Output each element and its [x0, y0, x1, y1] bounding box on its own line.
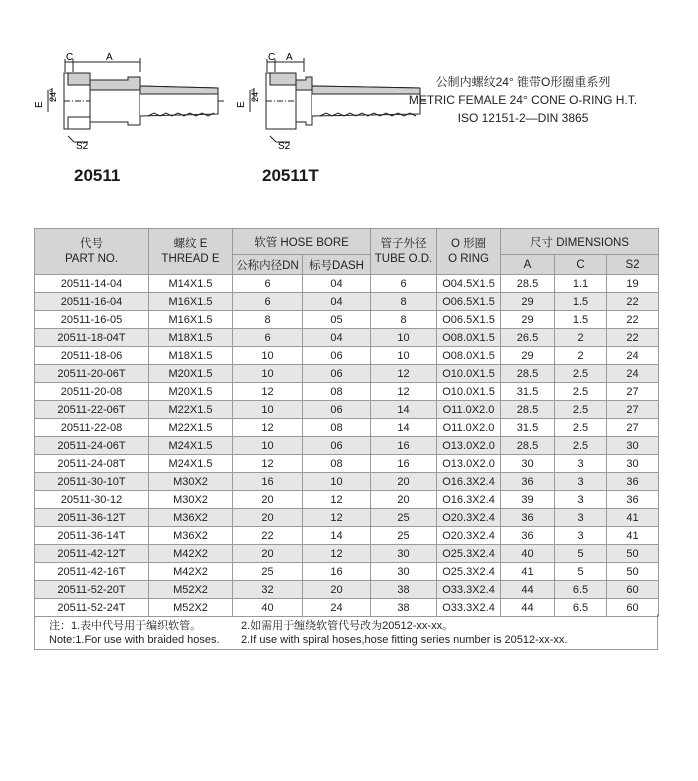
title-standard: ISO 12151-2—DIN 3865	[457, 111, 589, 125]
cell-dash: 10	[303, 473, 371, 491]
cell-c: 2	[555, 347, 607, 365]
cell-c: 3	[555, 527, 607, 545]
cell-c: 1.5	[555, 311, 607, 329]
cell-part-no: 20511-52-20T	[35, 581, 149, 599]
cell-s2: 30	[607, 437, 659, 455]
cell-tube-od: 30	[371, 545, 437, 563]
dim-c-label: C	[268, 52, 276, 63]
cell-o-ring: O10.0X1.5	[437, 365, 501, 383]
cell-c: 1.1	[555, 275, 607, 293]
cell-tube-od: 10	[371, 329, 437, 347]
cell-tube-od: 16	[371, 455, 437, 473]
table-row	[35, 275, 659, 293]
cell-a: 36	[501, 527, 555, 545]
dim-a-label: A	[286, 52, 293, 63]
series-title	[398, 73, 648, 127]
cell-c: 5	[555, 563, 607, 581]
cell-part-no: 20511-24-06T	[35, 437, 149, 455]
cell-thread: M52X2	[149, 599, 233, 617]
cell-o-ring: O25.3X2.4	[437, 563, 501, 581]
cell-o-ring: O16.3X2.4	[437, 491, 501, 509]
dim-c-label: C	[66, 52, 74, 63]
cell-c: 2.5	[555, 401, 607, 419]
cell-s2: 22	[607, 329, 659, 347]
cell-c: 3	[555, 455, 607, 473]
angle-label: 24°	[48, 88, 58, 102]
cell-a: 28.5	[501, 365, 555, 383]
header-dn: 公称内径DN	[233, 255, 303, 275]
cell-o-ring: O13.0X2.0	[437, 437, 501, 455]
cell-part-no: 20511-52-24T	[35, 599, 149, 617]
cell-a: 29	[501, 293, 555, 311]
dim-e-label: E	[236, 101, 247, 108]
cell-tube-od: 10	[371, 347, 437, 365]
header-dash: 标号DASH	[303, 255, 371, 275]
cell-c: 2.5	[555, 437, 607, 455]
table-row	[35, 581, 659, 599]
cell-thread: M52X2	[149, 581, 233, 599]
cell-dn: 12	[233, 383, 303, 401]
cell-tube-od: 16	[371, 437, 437, 455]
table-row	[35, 527, 659, 545]
dim-s2-label: S2	[278, 141, 291, 152]
header-tube-od: 管子外径 TUBE O.D.	[371, 229, 437, 275]
cell-s2: 60	[607, 581, 659, 599]
cell-part-no: 20511-20-06T	[35, 365, 149, 383]
cell-dn: 10	[233, 347, 303, 365]
cell-part-no: 20511-18-04T	[35, 329, 149, 347]
cell-dash: 06	[303, 401, 371, 419]
cell-o-ring: O11.0X2.0	[437, 419, 501, 437]
table-row	[35, 401, 659, 419]
table-row	[35, 347, 659, 365]
cell-dn: 40	[233, 599, 303, 617]
cell-o-ring: O08.0X1.5	[437, 329, 501, 347]
part-number-label: 20511	[74, 166, 121, 185]
cell-a: 36	[501, 509, 555, 527]
cell-a: 44	[501, 599, 555, 617]
cell-dn: 10	[233, 401, 303, 419]
cell-thread: M42X2	[149, 545, 233, 563]
cell-o-ring: O33.3X2.4	[437, 581, 501, 599]
cell-o-ring: O06.5X1.5	[437, 311, 501, 329]
cell-dash: 20	[303, 581, 371, 599]
cell-part-no: 20511-20-08	[35, 383, 149, 401]
cell-s2: 24	[607, 347, 659, 365]
cell-s2: 30	[607, 455, 659, 473]
note-2-cn: 2.如需用于缠绕软管代号改为20512-xx-xx。	[241, 620, 454, 632]
cell-part-no: 20511-30-10T	[35, 473, 149, 491]
cell-dash: 24	[303, 599, 371, 617]
table-row	[35, 545, 659, 563]
cell-o-ring: O04.5X1.5	[437, 275, 501, 293]
cell-a: 44	[501, 581, 555, 599]
header-a: A	[501, 255, 555, 275]
cell-dash: 16	[303, 563, 371, 581]
cell-a: 41	[501, 563, 555, 581]
cell-a: 30	[501, 455, 555, 473]
cell-s2: 19	[607, 275, 659, 293]
cell-s2: 41	[607, 509, 659, 527]
cell-s2: 27	[607, 419, 659, 437]
cell-dash: 12	[303, 491, 371, 509]
table-row	[35, 437, 659, 455]
header-thread: 螺纹 E THREAD E	[149, 229, 233, 275]
cell-tube-od: 20	[371, 473, 437, 491]
cell-part-no: 20511-14-04	[35, 275, 149, 293]
cell-dash: 04	[303, 329, 371, 347]
cell-thread: M36X2	[149, 509, 233, 527]
cell-part-no: 20511-22-06T	[35, 401, 149, 419]
title-en: METRIC FEMALE 24° CONE O-RING H.T.	[408, 93, 638, 107]
cell-tube-od: 20	[371, 491, 437, 509]
cell-a: 29	[501, 311, 555, 329]
cell-part-no: 20511-16-04	[35, 293, 149, 311]
cell-part-no: 20511-22-08	[35, 419, 149, 437]
cell-dash: 08	[303, 419, 371, 437]
cell-dash: 12	[303, 545, 371, 563]
header-part-no: 代号 PART NO.	[35, 229, 149, 275]
cell-dn: 6	[233, 275, 303, 293]
part-number-label: 20511T	[262, 166, 319, 185]
cell-dash: 08	[303, 455, 371, 473]
cell-dash: 06	[303, 437, 371, 455]
cell-s2: 24	[607, 365, 659, 383]
cell-part-no: 20511-36-12T	[35, 509, 149, 527]
cell-tube-od: 30	[371, 563, 437, 581]
cell-dash: 05	[303, 311, 371, 329]
cell-o-ring: O08.0X1.5	[437, 347, 501, 365]
cell-a: 28.5	[501, 275, 555, 293]
cell-dn: 10	[233, 437, 303, 455]
header-hose-bore: 软管 HOSE BORE	[233, 229, 371, 255]
cell-dash: 04	[303, 293, 371, 311]
cell-o-ring: O16.3X2.4	[437, 473, 501, 491]
cell-tube-od: 6	[371, 275, 437, 293]
cell-s2: 41	[607, 527, 659, 545]
cell-s2: 36	[607, 473, 659, 491]
header-c: C	[555, 255, 607, 275]
cell-s2: 50	[607, 545, 659, 563]
table-row	[35, 365, 659, 383]
cell-a: 39	[501, 491, 555, 509]
cell-o-ring: O20.3X2.4	[437, 527, 501, 545]
cell-s2: 60	[607, 599, 659, 617]
dim-e-label: E	[34, 101, 45, 108]
cell-a: 31.5	[501, 419, 555, 437]
cell-dn: 20	[233, 509, 303, 527]
fitting-drawing-20511	[28, 50, 228, 160]
header-dimensions: 尺寸 DIMENSIONS	[501, 229, 659, 255]
table-row	[35, 293, 659, 311]
cell-thread: M20X1.5	[149, 383, 233, 401]
cell-a: 26.5	[501, 329, 555, 347]
cell-dn: 6	[233, 293, 303, 311]
cell-part-no: 20511-42-16T	[35, 563, 149, 581]
notes-box	[34, 614, 658, 650]
cell-thread: M14X1.5	[149, 275, 233, 293]
table-row	[35, 383, 659, 401]
cell-a: 28.5	[501, 437, 555, 455]
cell-dash: 08	[303, 383, 371, 401]
cell-tube-od: 14	[371, 401, 437, 419]
cell-o-ring: O10.0X1.5	[437, 383, 501, 401]
cell-thread: M20X1.5	[149, 365, 233, 383]
table-row	[35, 473, 659, 491]
cell-tube-od: 8	[371, 311, 437, 329]
cell-c: 2.5	[555, 419, 607, 437]
cell-thread: M22X1.5	[149, 401, 233, 419]
cell-thread: M30X2	[149, 473, 233, 491]
note-1-en: Note:1.For use with braided hoses.	[49, 634, 220, 646]
cell-thread: M24X1.5	[149, 455, 233, 473]
cell-s2: 36	[607, 491, 659, 509]
cell-s2: 50	[607, 563, 659, 581]
cell-o-ring: O33.3X2.4	[437, 599, 501, 617]
table-row	[35, 455, 659, 473]
cell-thread: M24X1.5	[149, 437, 233, 455]
cell-c: 6.5	[555, 581, 607, 599]
cell-part-no: 20511-42-12T	[35, 545, 149, 563]
note-1-cn: 注：1.表中代号用于编织软管。	[49, 620, 202, 632]
cell-thread: M36X2	[149, 527, 233, 545]
cell-c: 5	[555, 545, 607, 563]
title-cn: 公制内螺纹24° 锥带O形圈重系列	[435, 75, 611, 89]
cell-o-ring: O25.3X2.4	[437, 545, 501, 563]
dim-a-label: A	[106, 52, 113, 63]
cell-part-no: 20511-18-06	[35, 347, 149, 365]
cell-tube-od: 25	[371, 527, 437, 545]
cell-o-ring: O20.3X2.4	[437, 509, 501, 527]
cell-part-no: 20511-24-08T	[35, 455, 149, 473]
note-2-en: 2.If use with spiral hoses,hose fitting series number is 20512-xx-xx.	[241, 634, 568, 646]
table-row	[35, 329, 659, 347]
cell-c: 2.5	[555, 365, 607, 383]
cell-thread: M16X1.5	[149, 293, 233, 311]
cell-thread: M22X1.5	[149, 419, 233, 437]
cell-dn: 12	[233, 455, 303, 473]
cell-dash: 06	[303, 365, 371, 383]
dim-s2-label: S2	[76, 141, 89, 152]
spec-table	[34, 228, 659, 617]
cell-dn: 20	[233, 491, 303, 509]
cell-o-ring: O06.5X1.5	[437, 293, 501, 311]
cell-o-ring: O13.0X2.0	[437, 455, 501, 473]
cell-a: 29	[501, 347, 555, 365]
cell-s2: 22	[607, 311, 659, 329]
cell-tube-od: 25	[371, 509, 437, 527]
cell-dash: 04	[303, 275, 371, 293]
header-s2: S2	[607, 255, 659, 275]
cell-c: 3	[555, 491, 607, 509]
cell-s2: 22	[607, 293, 659, 311]
cell-thread: M18X1.5	[149, 329, 233, 347]
cell-tube-od: 12	[371, 383, 437, 401]
cell-c: 6.5	[555, 599, 607, 617]
table-row	[35, 563, 659, 581]
table-row	[35, 419, 659, 437]
cell-dn: 8	[233, 311, 303, 329]
cell-tube-od: 38	[371, 581, 437, 599]
cell-thread: M16X1.5	[149, 311, 233, 329]
cell-s2: 27	[607, 401, 659, 419]
cell-tube-od: 12	[371, 365, 437, 383]
cell-a: 28.5	[501, 401, 555, 419]
cell-tube-od: 38	[371, 599, 437, 617]
cell-dn: 20	[233, 545, 303, 563]
cell-thread: M42X2	[149, 563, 233, 581]
cell-c: 1.5	[555, 293, 607, 311]
cell-c: 3	[555, 509, 607, 527]
cell-thread: M30X2	[149, 491, 233, 509]
cell-a: 31.5	[501, 383, 555, 401]
cell-s2: 27	[607, 383, 659, 401]
cell-dash: 14	[303, 527, 371, 545]
cell-dn: 32	[233, 581, 303, 599]
cell-dn: 16	[233, 473, 303, 491]
spec-table-body	[35, 275, 659, 617]
cell-tube-od: 8	[371, 293, 437, 311]
table-row	[35, 491, 659, 509]
cell-c: 2	[555, 329, 607, 347]
cell-dn: 25	[233, 563, 303, 581]
cell-part-no: 20511-30-12	[35, 491, 149, 509]
cell-dash: 06	[303, 347, 371, 365]
cell-o-ring: O11.0X2.0	[437, 401, 501, 419]
cell-c: 2.5	[555, 383, 607, 401]
table-row	[35, 509, 659, 527]
cell-tube-od: 14	[371, 419, 437, 437]
cell-dn: 6	[233, 329, 303, 347]
cell-c: 3	[555, 473, 607, 491]
cell-a: 36	[501, 473, 555, 491]
angle-label: 24°	[250, 88, 260, 102]
cell-a: 40	[501, 545, 555, 563]
cell-dn: 12	[233, 419, 303, 437]
cell-dn: 10	[233, 365, 303, 383]
cell-dn: 22	[233, 527, 303, 545]
cell-part-no: 20511-16-05	[35, 311, 149, 329]
cell-part-no: 20511-36-14T	[35, 527, 149, 545]
table-row	[35, 311, 659, 329]
cell-dash: 12	[303, 509, 371, 527]
cell-thread: M18X1.5	[149, 347, 233, 365]
header-o-ring: O 形圈 O RING	[437, 229, 501, 275]
